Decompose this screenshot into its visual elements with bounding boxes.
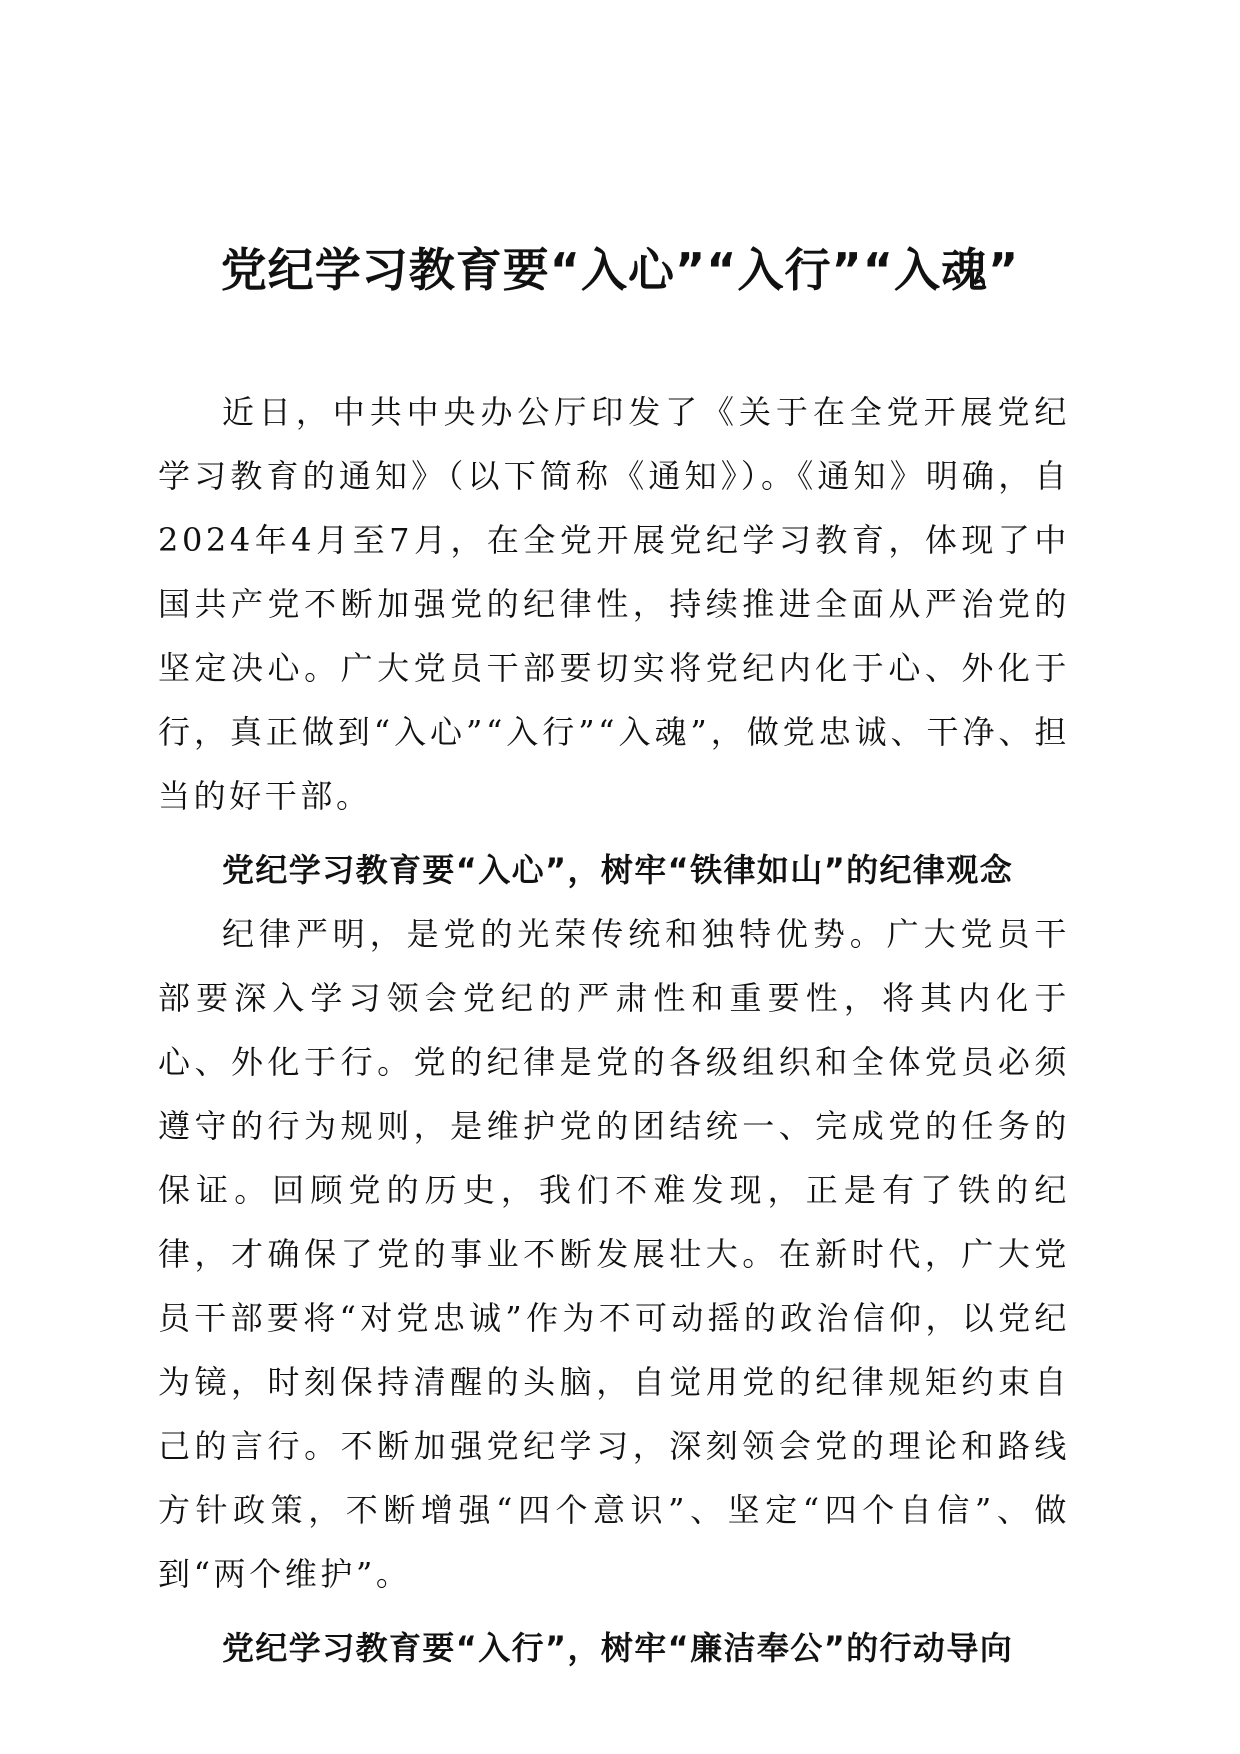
document-title: 党纪学习教育要“入心”“入行”“入魂” xyxy=(220,243,1020,297)
section-heading-ruxin: 党纪学习教育要“入心”，树牢“铁律如山”的纪律观念 xyxy=(222,851,1014,889)
section-heading-ruxing: 党纪学习教育要“入行”，树牢“廉洁奉公”的行动导向 xyxy=(222,1629,1014,1667)
intro-paragraph: 近日，中共中央办公厅印发了《关于在全党开展党纪学习教育的通知》（以下简称《通知》）。《通知》明确，自2024年4月至7月，在全党开展党纪学习教育，体现了中国共产党不断加强党的纪律性，持续推进全面从严治党的坚定决心。广大党员干部要切实将党纪内化于心、外化于行，真正做到“入心”“入行”“入魂”，做党忠诚、干净、担当的好干部。 xyxy=(158,393,1070,815)
document-body xyxy=(158,380,1070,1680)
section-paragraph-ruxin: 纪律严明，是党的光荣传统和独特优势。广大党员干部要深入学习领会党纪的严肃性和重要性，将其内化于心、外化于行。党的纪律是党的各级组织和全体党员必须遵守的行为规则，是维护党的团结统一、完成党的任务的保证。回顾党的历史，我们不难发现，正是有了铁的纪律，才确保了党的事业不断发展壮大。在新时代，广大党员干部要将“对党忠诚”作为不可动摇的政治信仰，以党纪为镜，时刻保持清醒的头脑，自觉用党的纪律规矩约束自己的言行。不断加强党纪学习，深刻领会党的理论和路线方针政策，不断增强“四个意识”、坚定“四个自信”、做到“两个维护”。 xyxy=(158,915,1070,1593)
